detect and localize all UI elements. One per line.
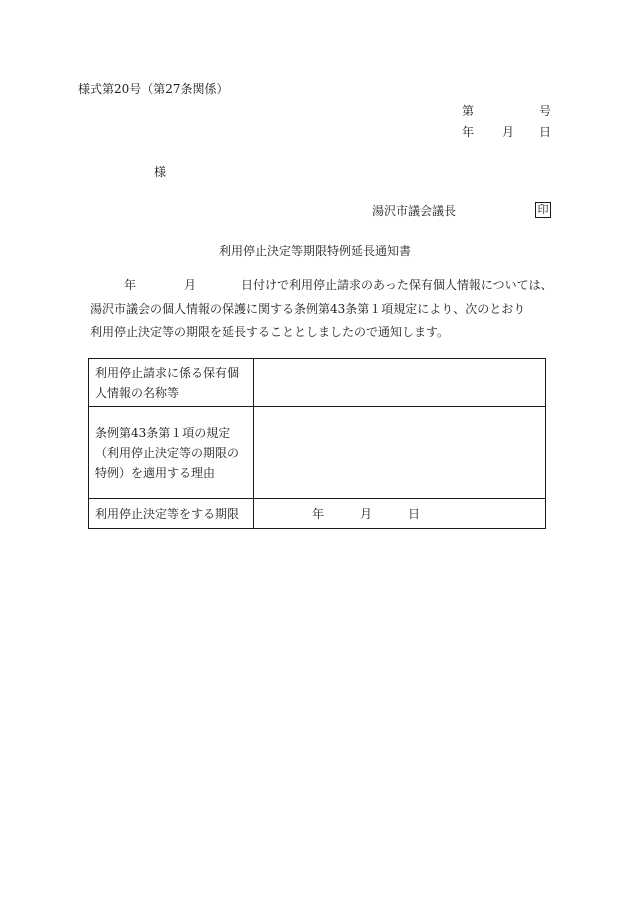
reason-value-cell[interactable] <box>254 407 546 499</box>
label-line: 人情報の名称等 <box>95 385 180 400</box>
document-title: 利用停止決定等期限特例延長通知書 <box>218 244 411 258</box>
body-line-3: 利用停止決定等の期限を延長することとしましたので通知します。 <box>90 325 450 339</box>
label-line: 利用停止決定等をする期限 <box>95 506 240 521</box>
label-line: 特例）を適用する理由 <box>95 465 216 480</box>
deadline-date <box>260 504 539 524</box>
deadline-date-cell[interactable] <box>254 499 546 529</box>
row-label <box>89 499 254 529</box>
label-line: （利用停止決定等の期限の <box>95 445 240 460</box>
info-table <box>88 358 546 529</box>
body-line-1-text: 日付けで利用停止請求のあった保有個人情報については、 <box>241 278 553 292</box>
row-label <box>89 407 254 499</box>
sender-name: 湯沢市議会議長 <box>372 204 457 218</box>
body-line-2: 湯沢市議会の個人情報の保護に関する条例第43条第１項規定により、次のとおり <box>90 302 526 316</box>
row-label <box>89 359 254 407</box>
form-number: 様式第20号（第27条関係） <box>78 82 229 96</box>
table-row <box>89 359 546 407</box>
deadline-day: 日 <box>408 506 421 521</box>
deadline-year: 年 <box>312 506 325 521</box>
name-value-cell[interactable] <box>254 359 546 407</box>
deadline-month: 月 <box>360 506 373 521</box>
addressee-honorific: 様 <box>154 165 167 179</box>
body-month: 月 <box>184 278 197 292</box>
body-line-1 <box>90 277 553 293</box>
label-line: 利用停止請求に係る保有個 <box>95 365 240 380</box>
number-suffix: 号 <box>539 104 552 118</box>
date-year: 年 <box>462 125 475 139</box>
label-line: 条例第43条第１項の規定 <box>95 425 231 440</box>
table-row <box>89 499 546 529</box>
number-prefix: 第 <box>462 104 475 118</box>
table-row <box>89 407 546 499</box>
seal-box: 印 <box>535 202 551 218</box>
body-year: 年 <box>124 278 137 292</box>
date-month: 月 <box>502 125 515 139</box>
date-day: 日 <box>539 125 552 139</box>
